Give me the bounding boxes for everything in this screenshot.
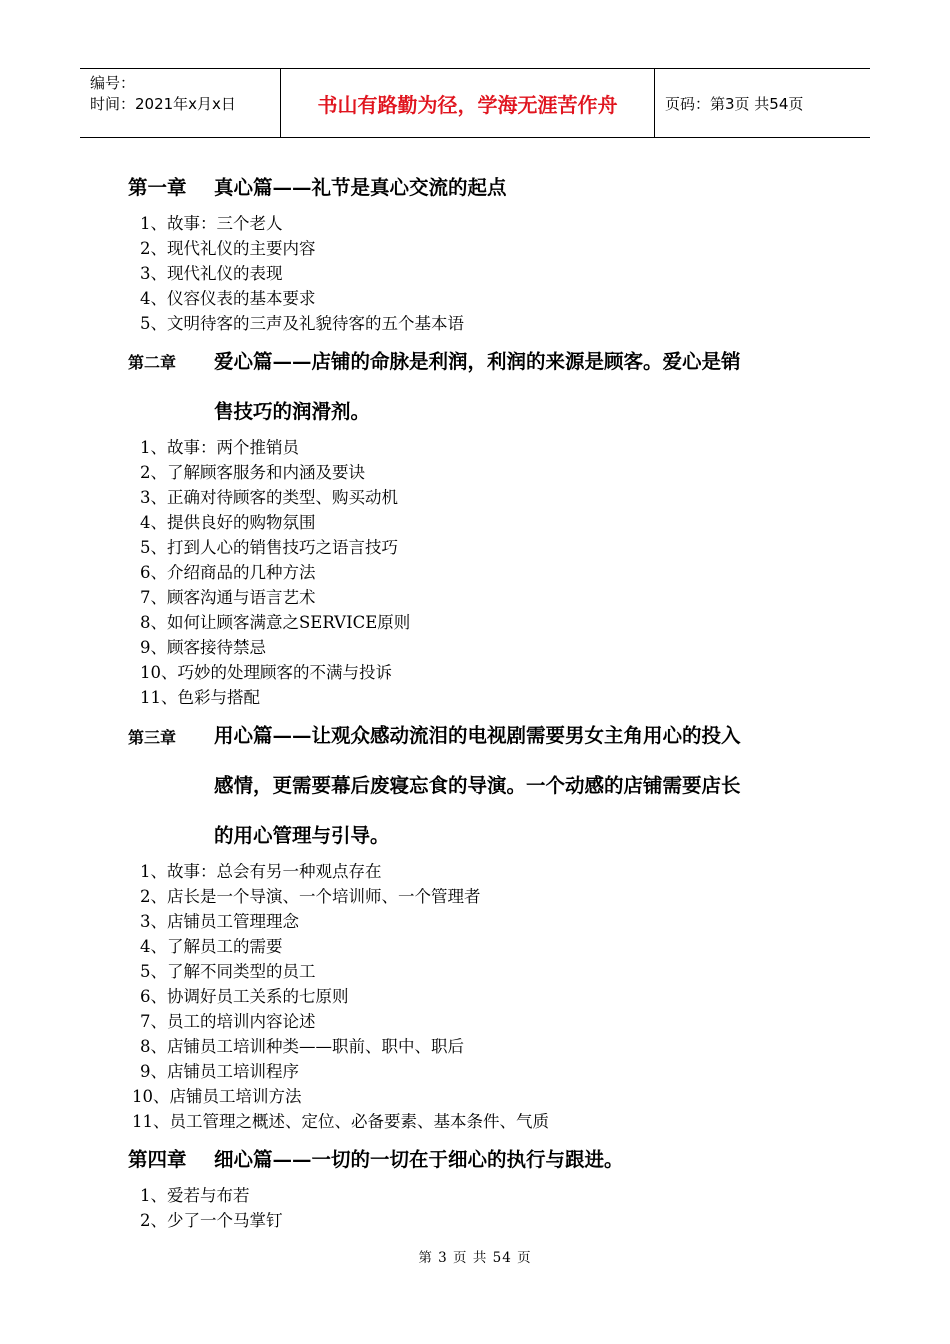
list-item: 7、顾客沟通与语言艺术 [140,588,316,607]
list-item: 2、店长是一个导演、一个培训师、一个管理者 [140,887,481,906]
list-item: 8、店铺员工培训种类——职前、职中、职后 [140,1037,464,1056]
list-item: 3、现代礼仪的表现 [140,264,283,283]
list-item: 2、少了一个马掌钉 [140,1211,283,1230]
list-item: 7、员工的培训内容论述 [140,1012,316,1031]
chapter-1-title: 真心篇——礼节是真心交流的起点 [214,176,507,199]
list-item: 5、文明待客的三声及礼貌待客的五个基本语 [140,314,464,333]
time-label: 时间：2021年x月x日 [90,95,236,113]
list-item: 11、色彩与搭配 [140,688,260,707]
header-page-info: 页码：第3页 共54页 [665,94,804,113]
list-item: 2、了解顾客服务和内涵及要诀 [140,463,365,482]
list-item: 10、店铺员工培训方法 [132,1087,302,1106]
list-item: 4、仪容仪表的基本要求 [140,289,316,308]
chapter-3-title-line-3: 的用心管理与引导。 [214,824,390,847]
list-item: 3、店铺员工管理理念 [140,912,299,931]
chapter-2-title-line-2: 售技巧的润滑剂。 [214,400,371,423]
list-item: 5、打到人心的销售技巧之语言技巧 [140,538,398,557]
list-item: 6、协调好员工关系的七原则 [140,987,349,1006]
list-item: 3、正确对待顾客的类型、购买动机 [140,488,398,507]
list-item: 4、了解员工的需要 [140,937,283,956]
chapter-3-title-line-1: 用心篇——让观众感动流泪的电视剧需要男女主角用心的投入 [214,724,741,747]
list-item: 1、爱若与布若 [140,1186,250,1205]
chapter-3-label: 第三章 [128,728,177,747]
list-item: 9、顾客接待禁忌 [140,638,266,657]
page-header [80,68,870,138]
list-item: 1、故事：总会有另一种观点存在 [140,862,382,881]
chapter-2-title-line-1: 爱心篇——店铺的命脉是利润，利润的来源是顾客。爱心是销 [214,350,741,373]
chapter-4-title: 细心篇——一切的一切在于细心的执行与跟进。 [214,1148,624,1171]
list-item: 6、介绍商品的几种方法 [140,563,316,582]
code-label: 编号： [90,74,136,92]
chapter-3-title-line-2: 感情，更需要幕后废寝忘食的导演。一个动感的店铺需要店长 [214,774,741,797]
list-item: 2、现代礼仪的主要内容 [140,239,316,258]
header-motto: 书山有路勤为径，学海无涯苦作舟 [281,69,655,137]
list-item: 1、故事：两个推销员 [140,438,299,457]
list-item: 8、如何让顾客满意之SERVICE原则 [140,613,411,632]
list-item: 11、员工管理之概述、定位、必备要素、基本条件、气质 [132,1112,549,1131]
list-item: 4、提供良好的购物氛围 [140,513,316,532]
chapter-4-label: 第四章 [128,1148,187,1171]
list-item: 5、了解不同类型的员工 [140,962,316,981]
list-item: 10、巧妙的处理顾客的不满与投诉 [140,663,392,682]
list-item: 1、故事：三个老人 [140,214,283,233]
chapter-2-label: 第二章 [128,353,177,372]
chapter-1-label: 第一章 [128,176,187,199]
page-footer: 第 3 页 共 54 页 [418,1250,532,1266]
list-item: 9、店铺员工培训程序 [140,1062,299,1081]
header-meta [80,69,281,137]
